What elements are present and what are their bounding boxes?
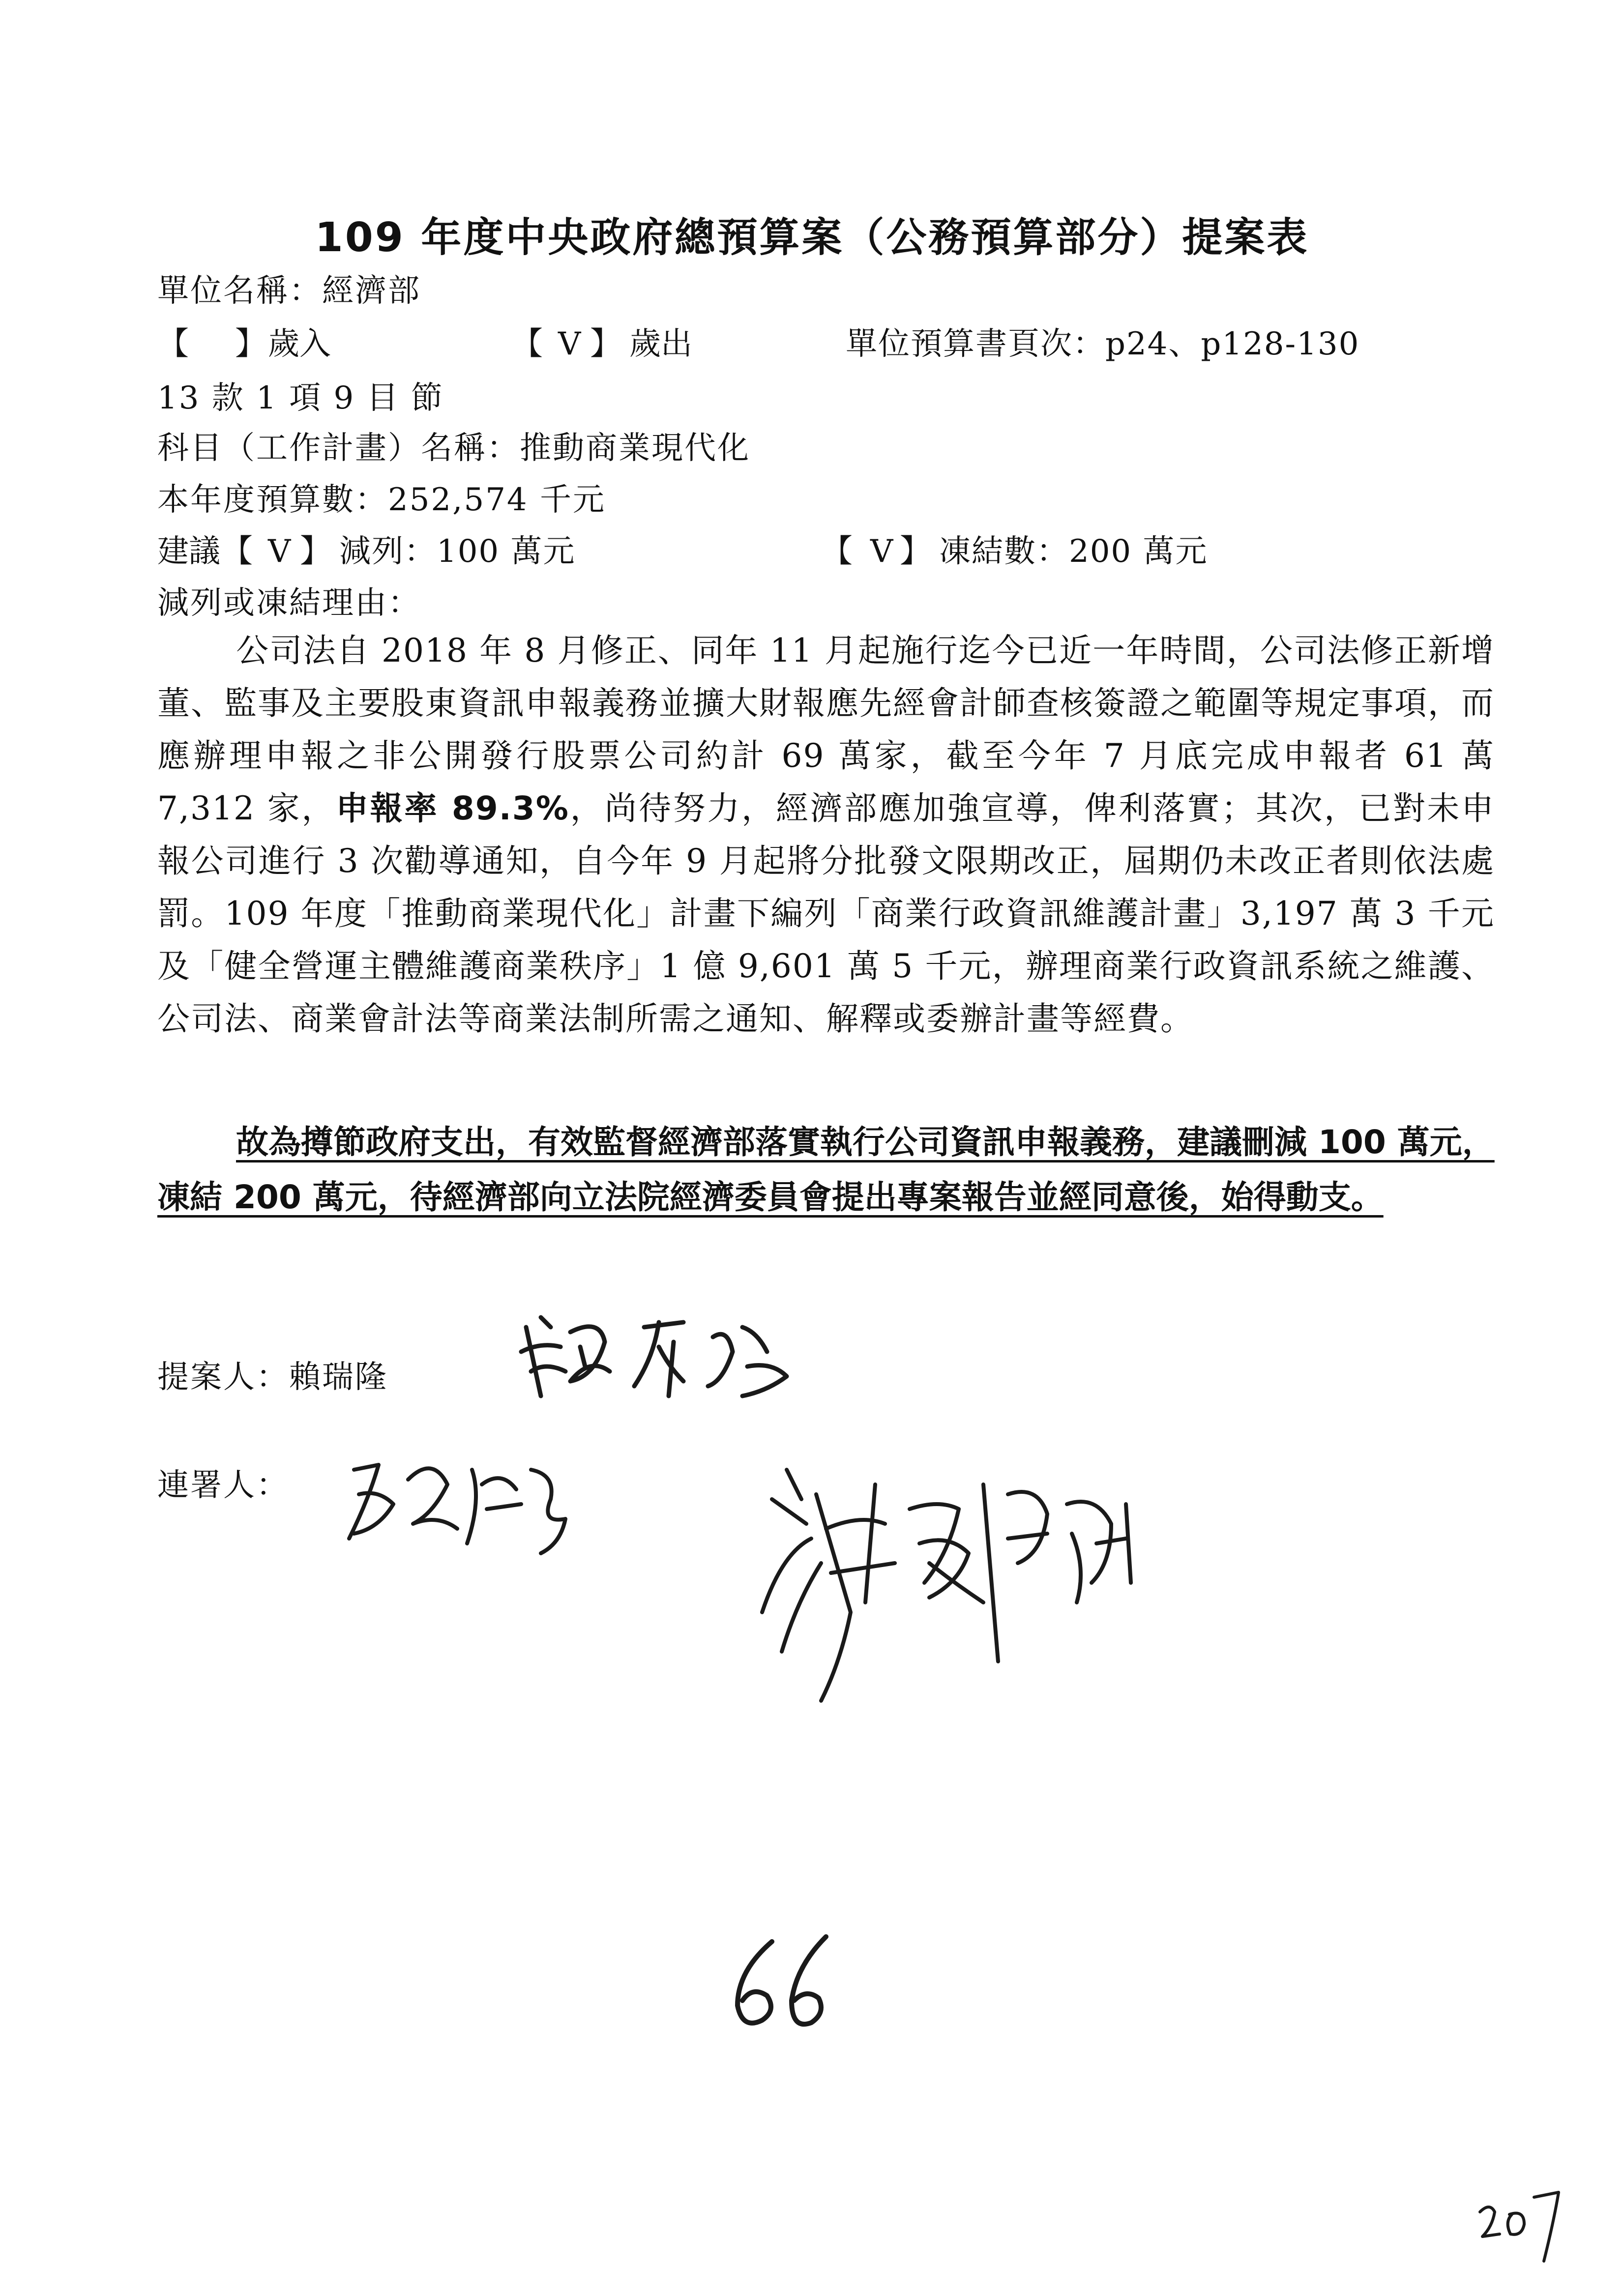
reduce-bracket-left: 【: [221, 533, 253, 570]
freeze-bracket-right: 】: [900, 533, 931, 570]
reduce-mark: V: [268, 533, 291, 570]
expenditure-bracket-right: 】: [590, 326, 621, 362]
cosigner-label: 連署人：: [157, 1467, 289, 1504]
proposal-prefix: 建議: [157, 533, 220, 570]
category-line: 13 款 1 項 9 目 節: [157, 380, 444, 416]
budget-amount: 本年度預算數：252,574 千元: [157, 482, 606, 518]
expenditure-mark: V: [558, 326, 581, 362]
cosigner-signature-1: [334, 1440, 590, 1558]
expenditure-bracket-left: 【: [511, 326, 543, 362]
reason-label: 減列或凍結理由：: [157, 585, 421, 621]
freeze-amount: 凍結數：200 萬元: [939, 533, 1208, 570]
conclusion-text: 故為撙節政府支出，有效監督經濟部落實執行公司資訊申報義務，建議刪減 100 萬元，凍結 200 萬元，待經濟部向立法院經濟委員會提出專案報告並經同意後，始得動支。: [157, 1123, 1495, 1216]
handwritten-page-number: [718, 1927, 846, 2035]
proposer-signature: [511, 1298, 816, 1411]
conclusion-paragraph: [157, 1115, 1495, 1225]
cosigner-signature-2: [752, 1455, 1155, 1711]
revenue-bracket-left: 【: [157, 326, 189, 362]
reduce-amount: 減列：100 萬元: [339, 533, 576, 570]
handwritten-corner-number: [1475, 2182, 1573, 2266]
revenue-bracket-right: 】: [235, 326, 266, 362]
document-title: 109 年度中央政府總預算案（公務預算部分）提案表: [315, 214, 1309, 261]
revenue-label: 歲入: [268, 326, 331, 362]
unit-name: 單位名稱：經濟部: [157, 273, 421, 309]
freeze-bracket-left: 【: [821, 533, 853, 570]
reason-paragraph: [157, 624, 1495, 1045]
reason-part-2: ，尚待努力，經濟部應加強宣導，俾利落實；其次，已對未申報公司進行 3 次勸導通知，自今年 9 月起將分批發文限期改正，屆期仍未改正者則依法處罰。109 年度「推動商業現代化」計畫下編列「商業行政資訊維護計畫」3,197 萬 3 千元及「健全營運主體維護商業秩序」1 億 9,601 萬 5 千元，辦理商業行政資訊系統之維護、公司法、商業會計法等商業法制所需之通知、解釋或委辦計畫等經費。: [157, 789, 1495, 1038]
budget-page-reference: 單位預算書頁次：p24、p128-130: [846, 326, 1360, 362]
subject-name: 科目（工作計畫）名稱：推動商業現代化: [157, 430, 750, 466]
freeze-mark: V: [870, 533, 893, 570]
proposer-label: 提案人：賴瑞隆: [157, 1359, 388, 1395]
expenditure-label: 歲出: [629, 326, 692, 362]
reason-part-1: 公司法自 2018 年 8 月修正、同年 11 月起施行迄今已近一年時間，公司法修正新增董、監事及主要股東資訊申報義務並擴大財報應先經會計師查核簽證之範圍等規定事項，而應辦理申報之非公開發行股票公司約計 69 萬家，截至今年 7 月底完成申報者 61 萬 7,312 家，: [157, 632, 1495, 827]
filing-rate-highlight: 申報率 89.3%: [336, 789, 569, 827]
reduce-bracket-right: 】: [300, 533, 331, 570]
